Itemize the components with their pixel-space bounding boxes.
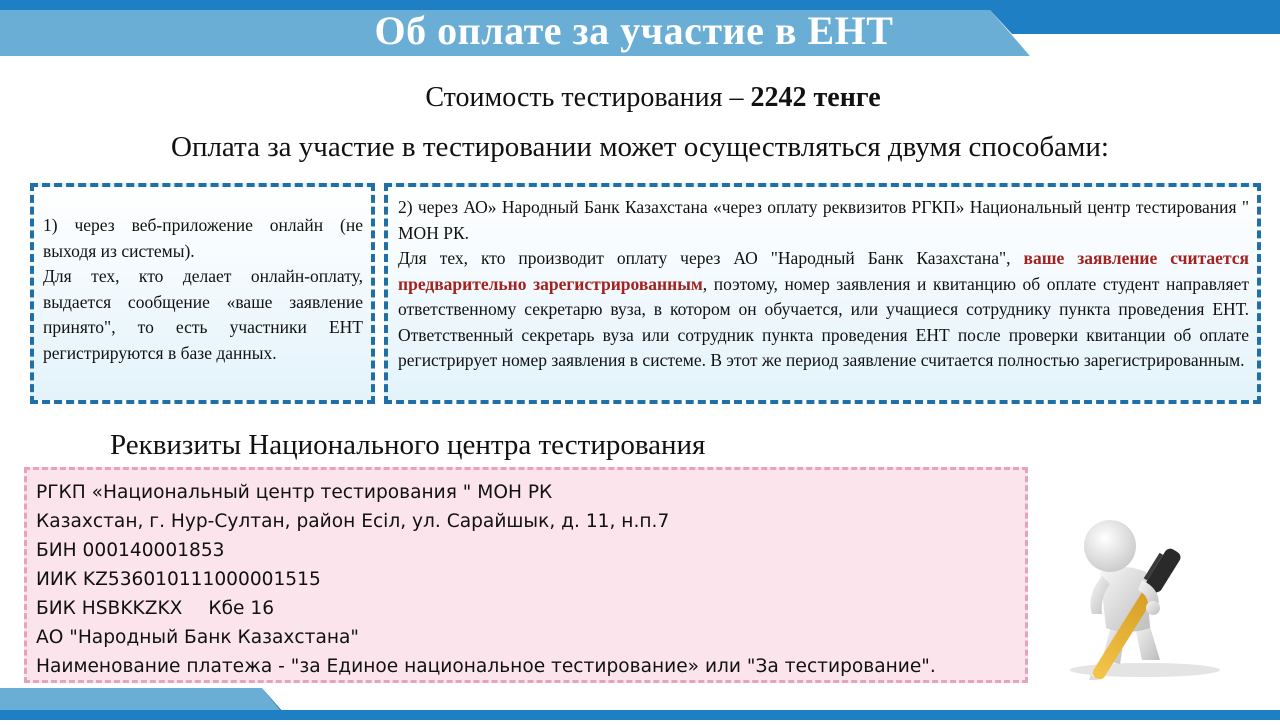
bank-highlight: ваше заявление считается предварительно зарегистрированным <box>398 248 1249 294</box>
cost-line <box>0 80 1280 116</box>
requisites-kbe: Кбе 16 <box>208 598 275 619</box>
bottom-band <box>0 688 1280 720</box>
bank-method-title: 2) через АО» Народный Банк Казахстана «через оплату реквизитов РГКП» Национальный центр тестирования " МОН РК. <box>398 197 1249 243</box>
online-method-description: Для тех, кто делает онлайн-оплату, выдается сообщение «ваше заявление принято", то есть участники ЕНТ регистрируются в базе данных. <box>43 266 363 363</box>
bank-payment-box <box>384 183 1261 404</box>
bank-method-description <box>398 246 1249 374</box>
bank-text-after: , поэтому, номер заявления и квитанцию об оплате студент направляет ответственному секретарю вуза, в котором он обучается, или учащиеся сотруднику пункта проведения ЕНТ. Ответственный секретарь вуза или сотрудник пункта проведения ЕНТ после проверки квитанции об оплате регистрирует номер заявления в системе. В этот же период заявление считается полностью зарегистрированным. <box>398 273 1249 370</box>
requisites-bik: БИК HSBKKZKX <box>36 598 183 619</box>
requisites-iik: ИИК KZ536010111000001515 <box>36 569 321 590</box>
requisites-bin: БИН 000140001853 <box>36 540 225 561</box>
cost-label: Стоимость тестирования – <box>425 82 751 113</box>
requisites-address: Казахстан, г. Нур-Султан, район Есіл, ул. Сарайшык, д. 11, н.п.7 <box>36 511 670 532</box>
title-banner <box>0 0 1280 56</box>
requisites-box <box>24 467 1028 683</box>
figure-with-pen-icon <box>1050 510 1240 680</box>
requisites-org: РГКП «Национальный центр тестирования " МОН РК <box>36 482 553 503</box>
online-method-title: 1) через веб-приложение онлайн (не выходя из системы). <box>43 215 363 261</box>
requisites-payment: Наименование платежа - "за Единое национальное тестирование» или "За тестирование". <box>36 656 936 677</box>
bank-text-before: Для тех, кто производит оплату через АО "Народный Банк Казахстана", <box>398 248 1024 268</box>
cost-amount: 2242 тенге <box>750 82 881 113</box>
online-payment-box <box>30 183 375 404</box>
requisites-title: Реквизиты Национального центра тестирования <box>110 429 706 461</box>
requisites-bik-row <box>36 594 1017 623</box>
page-title: Об оплате за участие в ЕНТ <box>374 8 894 53</box>
methods-intro: Оплата за участие в тестировании может осуществляться двумя способами: <box>171 131 1109 163</box>
requisites-bank: АО "Народный Банк Казахстана" <box>36 627 359 648</box>
